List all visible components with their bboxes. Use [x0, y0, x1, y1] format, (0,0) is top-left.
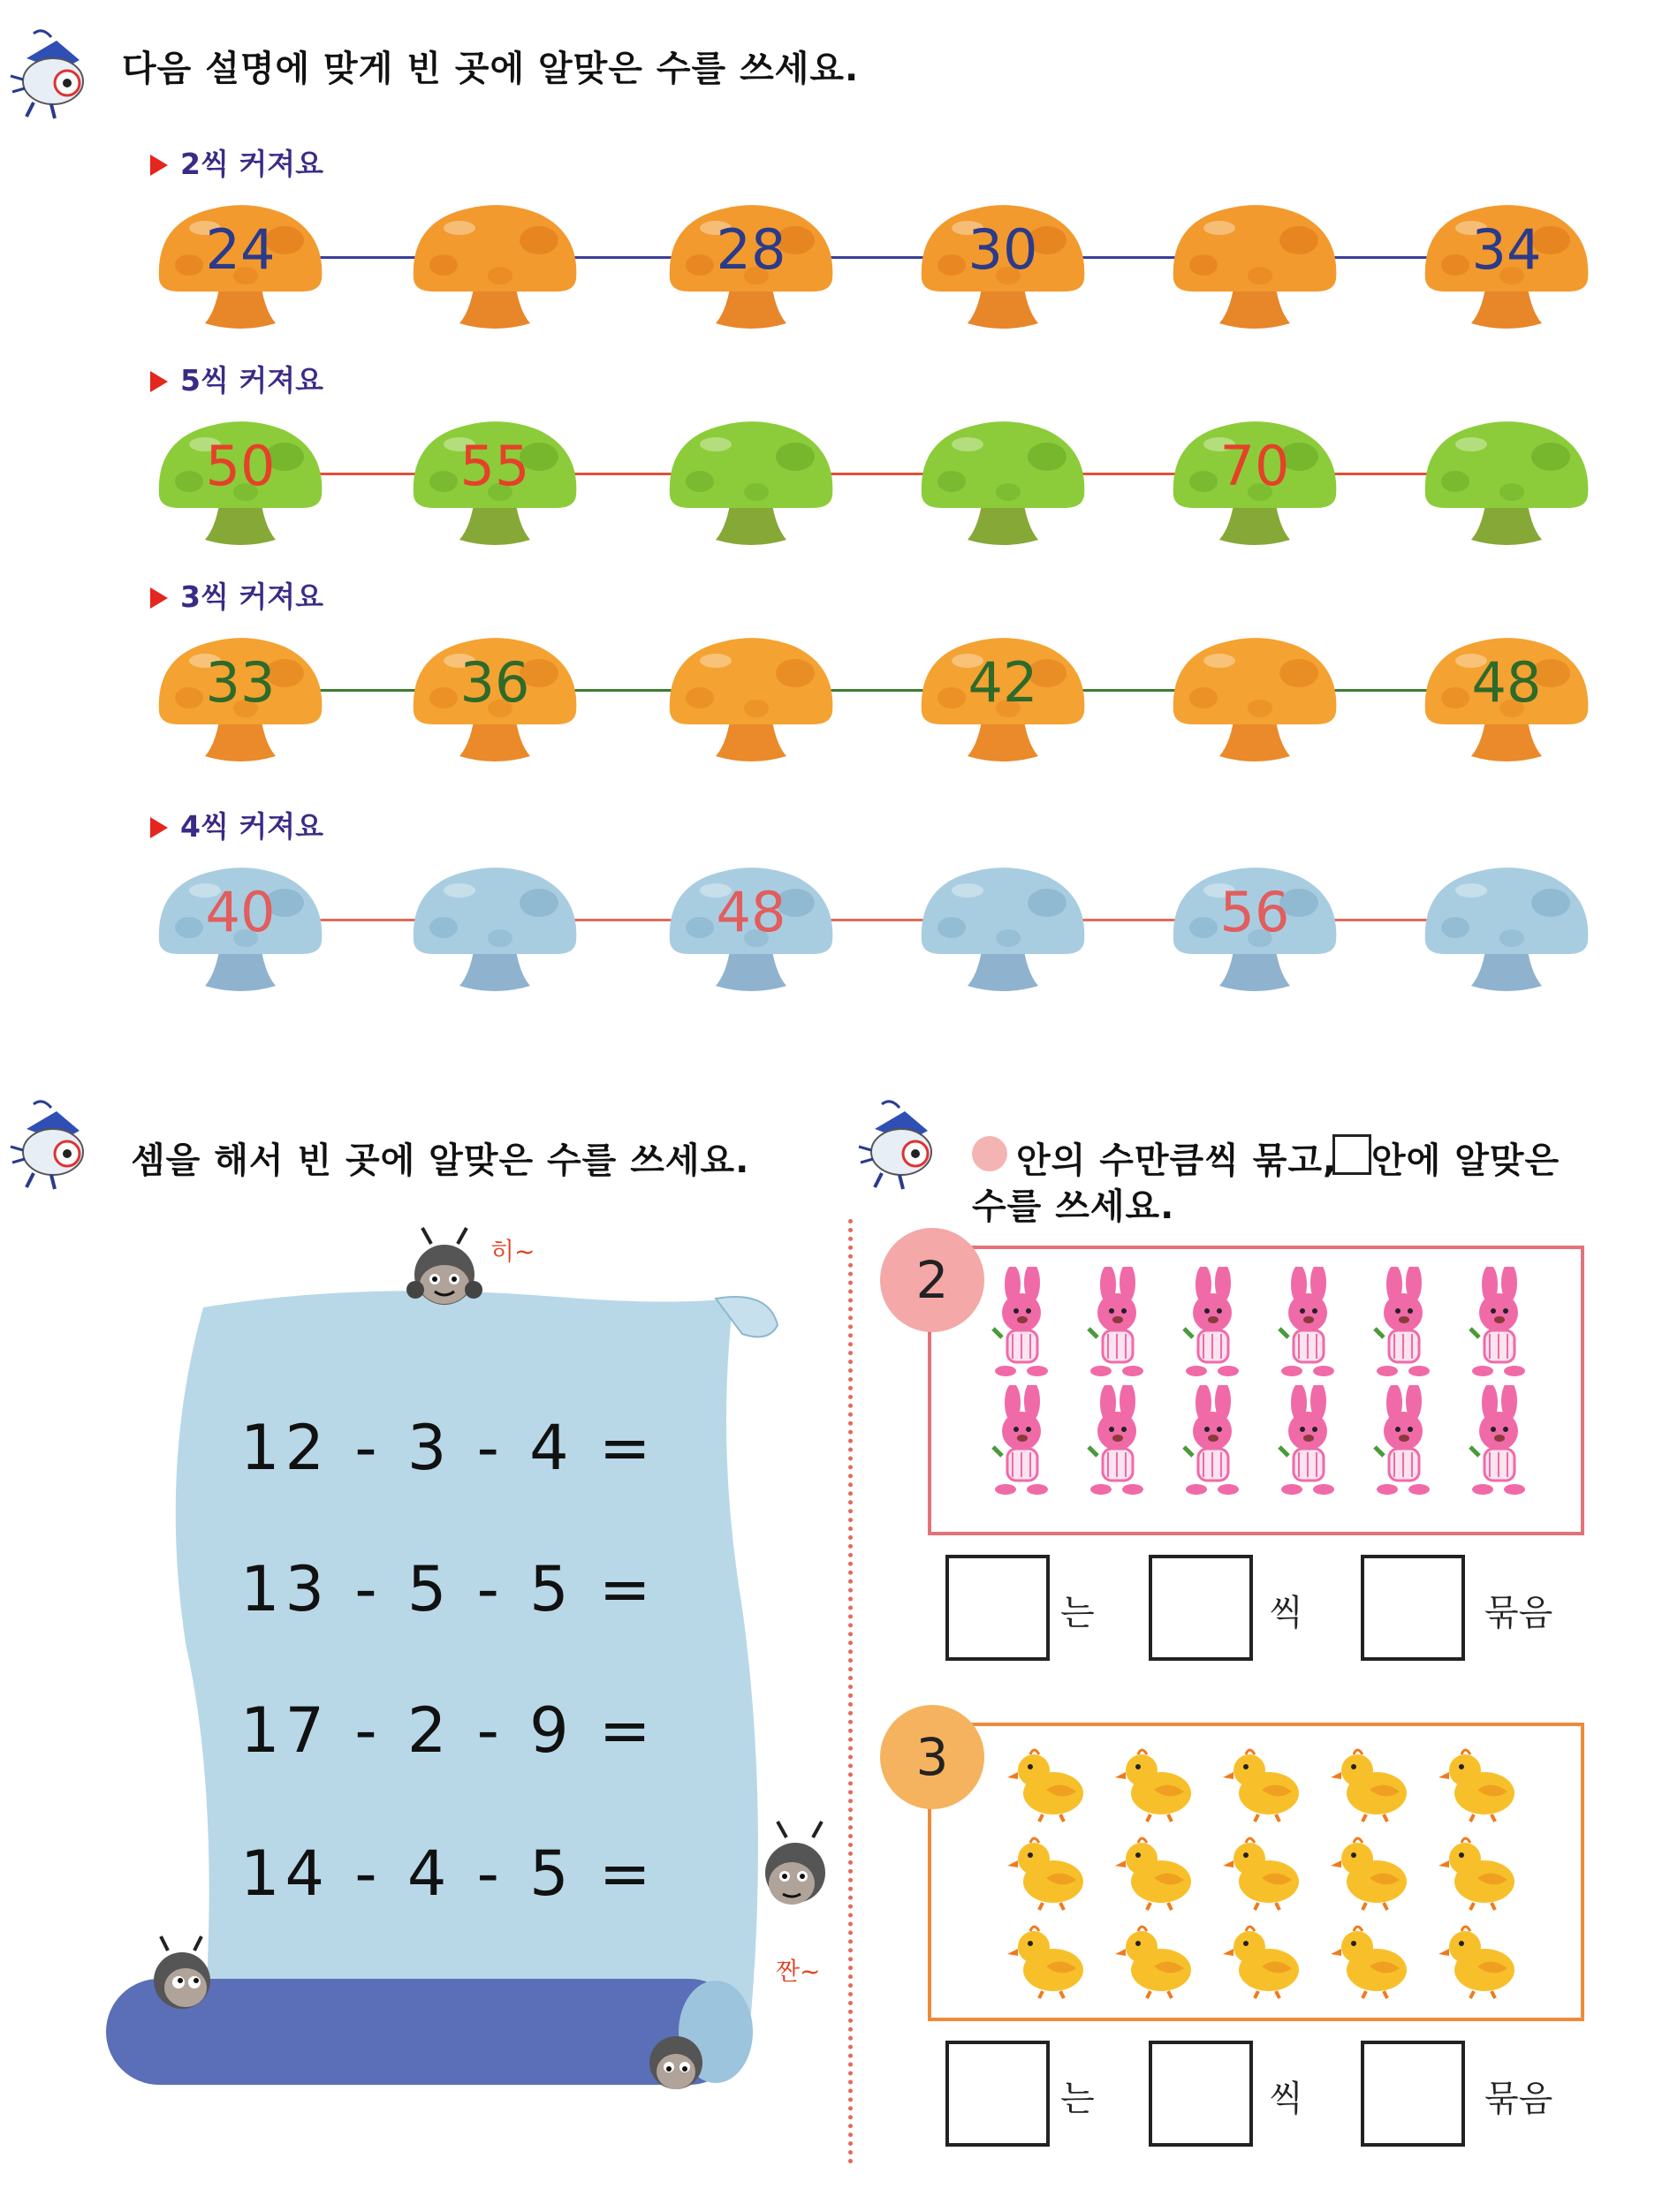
rabbit-icon[interactable]	[1267, 1385, 1350, 1498]
mushroom-2-3[interactable]	[663, 411, 839, 552]
rabbit-icon[interactable]	[1076, 1267, 1159, 1380]
section3-instruction-part2: 안에 알맞은	[1371, 1140, 1560, 1181]
mushroom-3-5[interactable]	[1166, 627, 1343, 769]
mushroom-number: 33	[205, 650, 276, 715]
row-label-text: 3씩 커져요	[180, 580, 323, 614]
answer-word: 묶음	[1484, 1593, 1553, 1633]
bug-bottom-left-icon	[141, 1935, 230, 2023]
mushroom-number: 42	[968, 650, 1038, 715]
row-label-2	[150, 358, 323, 399]
mushroom-4-1	[152, 857, 329, 998]
mushroom-3-4	[915, 627, 1091, 769]
equation-1: 12 - 3 - 4 =	[240, 1412, 657, 1484]
mushroom-number: 48	[1471, 650, 1542, 715]
duck-icon[interactable]	[1331, 1740, 1414, 1823]
group-size-circle: 2	[880, 1228, 984, 1332]
pink-circle-icon	[972, 1136, 1007, 1171]
mushroom-number: 55	[459, 434, 530, 498]
duck-icon[interactable]	[1331, 1917, 1414, 2000]
rabbit-icon[interactable]	[1458, 1385, 1541, 1498]
rabbit-icon[interactable]	[1458, 1267, 1541, 1380]
triangle-bullet-icon	[150, 371, 168, 392]
mascot-icon	[7, 1095, 104, 1193]
mushroom-1-1	[152, 194, 329, 336]
section3-instruction-part1: 안의 수만큼씩 묶고,	[1016, 1140, 1338, 1181]
mushroom-2-4[interactable]	[915, 411, 1091, 552]
mushroom-1-3	[663, 194, 839, 336]
mushroom-number: 30	[968, 217, 1038, 282]
mushroom-2-5	[1166, 411, 1343, 552]
mushroom-number: 70	[1219, 434, 1290, 498]
section-divider	[848, 1219, 853, 2164]
mushroom-number: 50	[205, 434, 276, 498]
answer-box-1-2[interactable]	[1149, 1555, 1253, 1661]
mushroom-number: 40	[205, 880, 276, 944]
mushroom-4-3	[663, 857, 839, 998]
mushroom-number: 56	[1219, 880, 1290, 944]
mushroom-number: 36	[459, 650, 530, 715]
triangle-bullet-icon	[150, 155, 168, 176]
mushroom-3-2	[406, 627, 583, 769]
section3-instruction-line2: 수를 쓰세요.	[972, 1186, 1175, 1227]
row-label-text: 2씩 커져요	[180, 147, 323, 181]
mushroom-1-2[interactable]	[406, 194, 583, 336]
duck-icon[interactable]	[1007, 1740, 1090, 1823]
mushroom-2-2	[406, 411, 583, 552]
answer-word: 씩	[1269, 2079, 1303, 2119]
duck-icon[interactable]	[1115, 1740, 1198, 1823]
mushroom-2-1	[152, 411, 329, 552]
answer-box-1-1[interactable]	[945, 1555, 1050, 1661]
duck-icon[interactable]	[1115, 1917, 1198, 2000]
duck-icon[interactable]	[1438, 1740, 1522, 1823]
mushroom-3-1	[152, 627, 329, 769]
bug-side-text: 짠~	[776, 1957, 821, 1986]
mushroom-number: 24	[205, 217, 276, 282]
row-label-4	[150, 804, 323, 845]
mushroom-number: 28	[716, 217, 786, 282]
equation-4: 14 - 4 - 5 =	[240, 1837, 657, 1910]
answer-word: 씩	[1269, 1593, 1303, 1633]
answer-box-2-3[interactable]	[1361, 2041, 1465, 2147]
mushroom-4-2[interactable]	[406, 857, 583, 998]
mushroom-1-4	[915, 194, 1091, 336]
answer-box-2-1[interactable]	[945, 2041, 1050, 2147]
duck-icon[interactable]	[1438, 1829, 1522, 1912]
group-size-circle: 3	[880, 1705, 984, 1809]
row-label-text: 4씩 커져요	[180, 809, 323, 844]
rabbit-icon[interactable]	[1172, 1385, 1255, 1498]
duck-icon[interactable]	[1007, 1829, 1090, 1912]
duck-icon[interactable]	[1007, 1917, 1090, 2000]
mushroom-3-3[interactable]	[663, 627, 839, 769]
rabbit-icon[interactable]	[1363, 1267, 1446, 1380]
rabbit-icon[interactable]	[981, 1267, 1064, 1380]
answer-word: 는	[1060, 1593, 1095, 1633]
duck-icon[interactable]	[1331, 1829, 1414, 1912]
row-label-1	[150, 141, 323, 183]
section1-instruction: 다음 설명에 맞게 빈 곳에 알맞은 수를 쓰세요.	[122, 49, 860, 89]
mascot-icon	[855, 1095, 953, 1193]
duck-icon[interactable]	[1223, 1740, 1306, 1823]
answer-word: 는	[1060, 2079, 1095, 2119]
equation-2: 13 - 5 - 5 =	[240, 1553, 657, 1625]
bug-top-icon	[396, 1226, 493, 1323]
duck-icon[interactable]	[1438, 1917, 1522, 2000]
equation-3: 17 - 2 - 9 =	[240, 1694, 657, 1767]
mushroom-1-5[interactable]	[1166, 194, 1343, 336]
row-label-3	[150, 574, 323, 616]
triangle-bullet-icon	[150, 587, 168, 609]
mushroom-number: 34	[1471, 217, 1542, 282]
mushroom-4-6[interactable]	[1418, 857, 1595, 998]
rabbit-icon[interactable]	[1172, 1267, 1255, 1380]
mushroom-4-4[interactable]	[915, 857, 1091, 998]
answer-word: 묶음	[1484, 2079, 1553, 2119]
duck-icon[interactable]	[1223, 1917, 1306, 2000]
bug-top-text: 히~	[490, 1237, 535, 1266]
mushroom-1-6	[1418, 194, 1595, 336]
rabbit-icon[interactable]	[1363, 1385, 1446, 1498]
rabbit-icon[interactable]	[1267, 1267, 1350, 1380]
mascot-icon	[7, 25, 104, 122]
bug-bottom-right-icon	[636, 2023, 716, 2102]
mushroom-2-6[interactable]	[1418, 411, 1595, 552]
rabbit-icon[interactable]	[981, 1385, 1064, 1498]
duck-icon[interactable]	[1223, 1829, 1306, 1912]
answer-box-2-2[interactable]	[1149, 2041, 1253, 2147]
answer-box-1-3[interactable]	[1361, 1555, 1465, 1661]
mushroom-number: 48	[716, 880, 786, 944]
row-label-text: 5씩 커져요	[180, 363, 323, 398]
duck-icon[interactable]	[1115, 1829, 1198, 1912]
rabbit-icon[interactable]	[1076, 1385, 1159, 1498]
mushroom-4-5	[1166, 857, 1343, 998]
section2-instruction: 셈을 해서 빈 곳에 알맞은 수를 쓰세요.	[131, 1140, 750, 1181]
mushroom-3-6	[1418, 627, 1595, 769]
triangle-bullet-icon	[150, 817, 168, 838]
bug-side-icon	[751, 1820, 839, 1935]
square-box-icon	[1332, 1134, 1371, 1175]
